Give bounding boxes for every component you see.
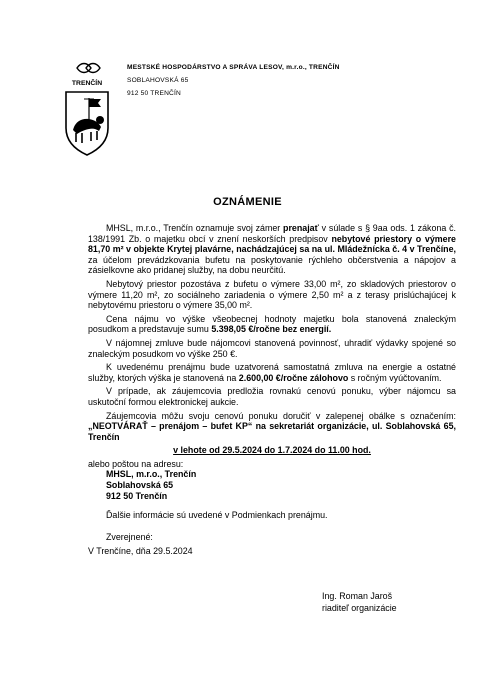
- document-title: OZNÁMENIE: [213, 196, 282, 208]
- paragraph-price: [88, 314, 456, 335]
- organization-street: SOBLAHOVSKÁ 65: [127, 77, 189, 84]
- place-date: V Trenčíne, dňa 29.5.2024: [88, 545, 193, 556]
- p7-text: Záujemcovia môžu svoju cenovú ponuku doručiť v zalepenej obálke s označením:: [106, 410, 456, 421]
- p1-bold-lease: prenajať: [283, 223, 319, 233]
- paragraph-submission: [88, 411, 456, 443]
- signature-block: [322, 590, 397, 614]
- logo-text: TRENČÍN: [71, 80, 103, 87]
- paragraph-auction: V prípade, ak záujemcovia predložia rovnakú cenovú ponuku, výber nájomcu sa uskutoční formou elektronickej aukcie.: [88, 386, 456, 407]
- p1-text-law: v súlade s § 9aa ods. 1 zákona č. 138/1991 Zb. o majetku obcí v znení neskorších predpisov: [88, 223, 456, 244]
- organization-city: 912 50 TRENČÍN: [127, 90, 181, 97]
- address-line-3: 912 50 Trenčín: [106, 491, 168, 502]
- p1-text: MHSL, m.r.o., Trenčín oznamuje svoj zámer: [106, 223, 284, 233]
- trencin-coat-of-arms-logo: [58, 54, 116, 160]
- published-label: Zverejnené:: [106, 532, 153, 543]
- deadline: [88, 445, 456, 456]
- paragraph-areas: Nebytový priestor pozostáva z bufetu o výmere 33,00 m², zo skladových priestorov o výmere 11,20 m², zo sociálneho zariadenia o výmere 2,50 m² a z terasy prislúchajúcej k nebytovému priestoru o výmere 35,00 m².: [88, 278, 456, 311]
- paragraph-energies: [88, 362, 456, 383]
- mail-intro: alebo poštou na adresu:: [88, 458, 184, 469]
- organization-header: [127, 61, 340, 100]
- p5-text-end: s ročným vyúčtovaním.: [348, 372, 442, 383]
- p5-text: K uvedenému prenájmu bude uzatvorená samostatná zmluva na energie a ostatné služby, ktorých výška je stanovená na: [88, 362, 456, 383]
- address-line-1: MHSL, m.r.o., Trenčín: [106, 469, 197, 480]
- p5-bold-deposit: 2.600,00 €/ročne zálohovo: [238, 372, 349, 383]
- p1-text-purpose: za účelom prevádzkovania bufetu na poskytovanie rýchleho občerstvenia a nápojov a zásielkovne ako pridanej služby, na dobu neurčitú.: [88, 254, 456, 276]
- paragraph-appraisal-fee: V nájomnej zmluve bude nájomcovi stanovená povinnosť, uhradiť výdavky spojené so znaleckým posudkom vo výške 250 €.: [88, 337, 456, 359]
- postal-address: [106, 469, 456, 502]
- p3-text: Cena nájmu vo výške všeobecnej hodnoty majetku bola stanovená znaleckým posudkom a predstavuje sumu: [88, 313, 456, 335]
- document-body: [88, 223, 456, 559]
- p7-bold-envelope: „NEOTVÁRAŤ – prenájom – bufet KP“ na sekretariát organizácie, ul. Soblahovská 65, Trenčín: [88, 421, 456, 442]
- address-line-2: Soblahovská 65: [106, 480, 174, 491]
- p1-bold-premises: nebytové priestory o výmere 81,70 m² v objekte Krytej plavárne, nachádzajúcej sa na ul. Mládežnícka č. 4 v Trenčíne,: [88, 233, 456, 255]
- more-info: Ďalšie informácie sú uvedené v Podmienkach prenájmu.: [106, 510, 328, 521]
- organization-name: MESTSKÉ HOSPODÁRSTVO A SPRÁVA LESOV, m.r.o., TRENČÍN: [127, 64, 340, 71]
- p3-bold-price: 5.398,05 €/ročne bez energií.: [211, 324, 332, 335]
- paragraph-intent: [88, 223, 456, 276]
- signatory-role: riaditeľ organizácie: [322, 603, 397, 613]
- deadline-text: v lehote od 29.5.2024 do 1.7.2024 do 11.00 hod.: [173, 445, 371, 456]
- signatory-name: Ing. Roman Jaroš: [322, 591, 393, 601]
